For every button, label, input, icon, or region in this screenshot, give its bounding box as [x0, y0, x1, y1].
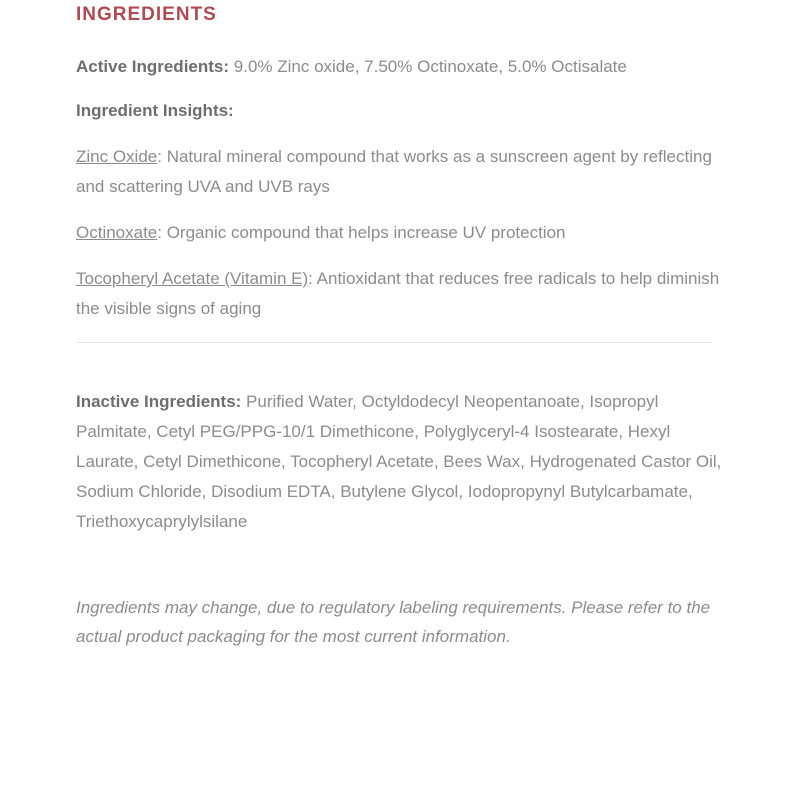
section-divider [76, 342, 712, 343]
insight-text-tocopheryl-acetate: : Antioxidant that reduces free radicals to help diminish the visible signs of aging [76, 269, 720, 318]
insight-zinc-oxide [76, 142, 724, 202]
active-ingredients-label: Active Ingredients: [76, 57, 230, 76]
insight-text-octinoxate: : Organic compound that helps increase UV protection [157, 223, 566, 242]
insight-term-zinc-oxide: Zinc Oxide [76, 147, 158, 166]
insight-text-zinc-oxide: : Natural mineral compound that works as a sunscreen agent by reflecting and scattering UVA and UVB rays [76, 147, 712, 196]
active-ingredients [76, 52, 724, 82]
insight-term-octinoxate: Octinoxate [76, 223, 158, 242]
inactive-ingredients-label: Inactive Ingredients: [76, 392, 242, 411]
active-ingredients-text: 9.0% Zinc oxide, 7.50% Octinoxate, 5.0% Octisalate [229, 57, 627, 76]
ingredient-insights-heading: Ingredient Insights: [76, 101, 234, 120]
insight-term-tocopheryl-acetate: Tocopheryl Acetate (Vitamin E) [76, 269, 309, 288]
inactive-ingredients-text: Purified Water, Octyldodecyl Neopentanoate, Isopropyl Palmitate, Cetyl PEG/PPG-10/1 Dimethicone, Polyglyceryl-4 Isostearate, Hexyl Laurate, Cetyl Dimethicone, Tocopheryl Acetate, Bees Wax, Hydrogenated Castor Oil, Sodium Chloride, Disodium EDTA, Butylene Glycol, Iodopropynyl Butylcarbamate, Triethoxycaprylylsilane [76, 392, 722, 531]
ingredients-heading: INGREDIENTS [76, 4, 217, 25]
insight-tocopheryl-acetate [76, 264, 724, 324]
inactive-ingredients [76, 387, 724, 537]
disclaimer-note: Ingredients may change, due to regulatory labeling requirements. Please refer to the actual product packaging for the most current information. [76, 598, 711, 646]
insight-octinoxate [76, 218, 724, 248]
